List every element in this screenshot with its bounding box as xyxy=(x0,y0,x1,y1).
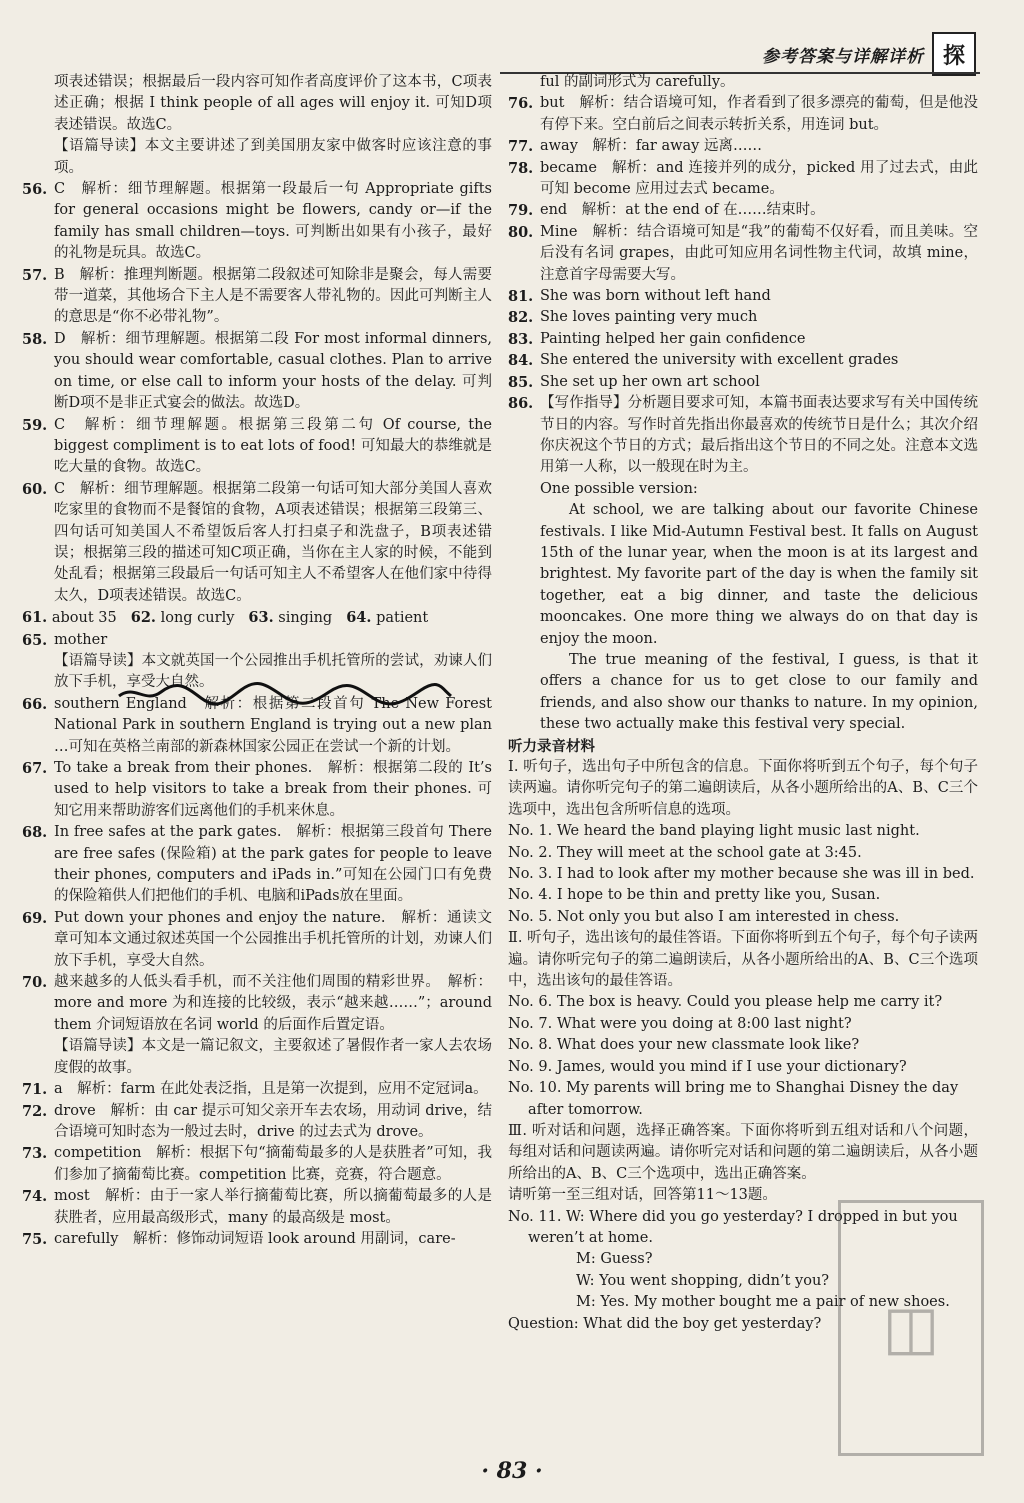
listening-question: Question: What did the boy get yesterday? xyxy=(508,1315,822,1332)
item-number: 83. xyxy=(508,330,534,348)
item-text: 越来越多的人低头看手机，而不关注他们周围的精彩世界。 解析：more and more 为和连接的比较级，表示“越来越……”；around them 介词短语放在名词 world 的后面作后置定语。 xyxy=(54,974,492,1033)
item-text: competition 解析：根据下句“摘葡萄最多的人是获胜者”可知，我们参加了摘葡萄比赛。competition 比赛，竞赛，符合题意。 xyxy=(54,1145,492,1183)
listening-item: No. 3. I had to look after my mother because she was ill in bed. xyxy=(508,866,975,883)
item-text: became 解析：and 连接并列的成分，picked 用了过去式，由此可知 become 应用过去式 became。 xyxy=(540,159,978,198)
item-number: 76. xyxy=(508,95,534,113)
passage-guide: 【语篇导读】本文就英国一个公园推出手机托管所的尝试，劝谏人们放下手机，享受大自然。 xyxy=(54,652,492,691)
item-number: 57. xyxy=(22,266,48,284)
item-number: 56. xyxy=(22,181,48,199)
answer-item-67 xyxy=(22,758,492,822)
dialog-line: M: Guess? xyxy=(576,1251,653,1268)
answer-item-79 xyxy=(508,200,978,221)
answer-item-56 xyxy=(22,179,492,265)
item-text: singing xyxy=(278,610,333,627)
continued-text: ful 的副词形式为 carefully。 xyxy=(540,74,735,90)
answer-item-83 xyxy=(508,329,978,350)
listening-item: No. 1. We heard the band playing light music last night. xyxy=(508,823,920,840)
item-number: 74. xyxy=(22,1188,48,1206)
answer-item-57 xyxy=(22,265,492,329)
answer-item-77 xyxy=(508,136,978,157)
item-number: 64. xyxy=(346,609,372,627)
answer-item-85 xyxy=(508,372,978,393)
listening-section-1: Ⅰ. 听句子，选出句子中所包含的信息。下面你将听到五个句子，每个句子读两遍。请你听完句子的第二遍朗读后，从各小题所给出的A、B、C三个选项中，选出包含所听信息的选项。 xyxy=(508,759,978,818)
dialog-line: M: Yes. My mother bought me a pair of new shoes. xyxy=(576,1294,950,1311)
item-number: 67. xyxy=(22,760,48,777)
item-number: 58. xyxy=(22,330,48,348)
item-number: 70. xyxy=(22,974,48,992)
answer-item-69 xyxy=(22,908,492,972)
answer-item-70 xyxy=(22,972,492,1036)
item-text: C 解析：细节理解题。根据第二段第一句话可知大部分美国人喜欢吃家里的食物而不是餐馆的食物，A项表述错误；根据第三段第三、四句话可知美国人不希望饭后客人打扫桌子和洗盘子，B项表述错误；根据第三段的描述可知C项正确，当你在主人家的时候，不能到处乱看；根据第三段最后一句话可知主人不希望客人在他们家中待得太久，D项表述错误。故选C。 xyxy=(54,480,492,604)
item-number: 61. xyxy=(22,609,48,627)
listening-item: No. 5. Not only you but also I am interested in chess. xyxy=(508,908,900,925)
item-number: 84. xyxy=(508,352,534,370)
item-number: 78. xyxy=(508,159,534,177)
answer-item-78 xyxy=(508,158,978,201)
item-text: end 解析：at the end of 在……结束时。 xyxy=(540,202,825,219)
dialog-line: W: You went shopping, didn’t you? xyxy=(576,1272,830,1289)
passage-guide: 【语篇导读】本文主要讲述了到美国朋友家中做客时应该注意的事项。 xyxy=(54,138,492,176)
listening-title: 听力录音材料 xyxy=(508,737,595,755)
listening-instruction: 请听第一至三组对话，回答第11～13题。 xyxy=(508,1187,777,1204)
item-text: She loves painting very much xyxy=(540,309,758,326)
item-text: away 解析：far away 远离…… xyxy=(540,138,762,155)
answer-item-82 xyxy=(508,307,978,328)
continued-text: 项表述错误；根据最后一段内容可知作者高度评价了这本书，C项表述正确；根据 I think people of all ages will enjoy it. 可知D项表述错误。故选C。 xyxy=(54,74,492,133)
item-text: a 解析：farm 在此处表泛指，且是第一次提到，应用不定冠词a。 xyxy=(54,1081,488,1098)
listening-item: No. 10. My parents will bring me to Shanghai Disney the day after tomorrow. xyxy=(508,1080,959,1118)
answer-item-76 xyxy=(508,93,978,136)
item-text: She entered the university with excellent grades xyxy=(540,352,899,369)
item-number: 60. xyxy=(22,480,48,498)
handwritten-scribble xyxy=(115,682,455,706)
answer-item-72 xyxy=(22,1101,492,1144)
item-text: Mine 解析：结合语境可知是“我”的葡萄不仅好看，而且美味。空后没有名词 grapes，由此可知应用名词性物主代词，故填 mine，注意首字母需要大写。 xyxy=(540,223,978,283)
item-number: 73. xyxy=(22,1145,48,1163)
item-text: C 解析：细节理解题。根据第三段第二句 Of course, the biggest compliment is to eat lots of food! 可知最大的恭维就是吃大量的食物。故选C。 xyxy=(54,416,492,476)
version-label: One possible version: xyxy=(540,480,698,497)
listening-item: No. 11. W: Where did you go yesterday? I dropped in but you weren’t at home. xyxy=(508,1208,958,1246)
essay-paragraph: At school, we are talking about our favorite Chinese festivals. I like Mid-Autumn Festival best. It falls on August 15th of the lunar year, when the moon is at its largest and brightest. My favorite part of the day is when the family sit together, eat a big dinner, and taste the delicious mooncakes. One more thing we always do on that day is enjoy the moon. xyxy=(540,502,978,647)
item-text: carefully 解析：修饰动词短语 look around 用副词，care- xyxy=(54,1230,456,1247)
right-column xyxy=(508,72,978,1335)
item-number: 63. xyxy=(248,609,274,627)
answer-item-58 xyxy=(22,329,492,415)
item-number: 80. xyxy=(508,223,534,241)
answer-item-74 xyxy=(22,1186,492,1229)
page-header xyxy=(762,34,976,74)
item-text: patient xyxy=(376,610,429,627)
item-text: 【写作指导】分析题目要求可知，本篇书面表达要求写有关中国传统节日的内容。写作时首先指出你最喜欢的传统节日是什么；其次介绍你庆祝这个节日的方式；最后指出这个节日的不同之处。注意本文选用第一人称，以一般现在时为主。 xyxy=(540,395,978,476)
answer-item-75 xyxy=(22,1229,492,1250)
item-text: long curly xyxy=(160,610,235,627)
item-number: 65. xyxy=(22,631,48,649)
listening-item: No. 4. I hope to be thin and pretty like you, Susan. xyxy=(508,887,881,904)
answer-item-84 xyxy=(508,350,978,371)
left-column xyxy=(22,72,492,1250)
item-text: She was born without left hand xyxy=(540,288,771,305)
listening-item: No. 9. James, would you mind if I use your dictionary? xyxy=(508,1058,907,1075)
item-number: 79. xyxy=(508,202,534,220)
answer-item-80 xyxy=(508,222,978,286)
item-text: Put down your phones and enjoy the nature. 解析：通读文章可知本文通过叙述英国一个公园推出手机托管所的计划，劝谏人们放下手机，享受大自然。 xyxy=(54,909,492,969)
item-number: 82. xyxy=(508,309,534,327)
answer-item-59 xyxy=(22,415,492,479)
listening-section-3: Ⅲ. 听对话和问题，选择正确答案。下面你将听到五组对话和八个问题，每组对话和问题读两遍。请你听完对话和问题的第二遍朗读后，从各小题所给出的A、B、C三个选项中，选出正确答案。 xyxy=(508,1122,978,1182)
item-number: 66. xyxy=(22,695,48,713)
item-number: 72. xyxy=(22,1102,48,1120)
item-text: most 解析：由于一家人举行摘葡萄比赛，所以摘葡萄最多的人是获胜者，应用最高级形式，many 的最高级是 most。 xyxy=(54,1188,492,1226)
listening-item: No. 6. The box is heavy. Could you please help me carry it? xyxy=(508,994,943,1011)
publisher-logo-icon: 探 xyxy=(932,32,976,76)
answer-item-68 xyxy=(22,822,492,908)
item-text: mother xyxy=(54,631,108,648)
item-number: 69. xyxy=(22,909,48,927)
listening-item: No. 7. What were you doing at 8:00 last night? xyxy=(508,1015,852,1032)
item-text: D 解析：细节理解题。根据第二段 For most informal dinners, you should wear comfortable, casual clothes. Plan to arrive on time, or else call to inform your hosts of the delay. 可判断D项不是非正式宴会的做法。故选D。 xyxy=(54,330,492,412)
item-text: C 解析：细节理解题。根据第一段最后一句 Appropriate gifts for general occasions might be flowers, candy or—if the family has small children—toys. 可判断出如果有小孩子，最好的礼物是玩具。故选C。 xyxy=(54,181,492,262)
item-text: about 35 xyxy=(51,610,117,627)
header-title: 参考答案与详解详析 xyxy=(762,46,924,67)
answer-row-61-64 xyxy=(22,607,492,629)
item-number: 77. xyxy=(508,138,534,156)
item-number: 68. xyxy=(22,824,48,842)
watermark-stamp-icon: ◫ xyxy=(838,1200,984,1456)
listening-item: No. 2. They will meet at the school gate at 3:45. xyxy=(508,844,862,861)
item-number: 62. xyxy=(130,609,156,627)
answer-item-81 xyxy=(508,286,978,307)
listening-section-2: Ⅱ. 听句子，选出该句的最佳答语。下面你将听到五个句子，每个句子读两遍。请你听完句子的第二遍朗读后，从各小题所给出的A、B、C三个选项中，选出该句的最佳答语。 xyxy=(508,930,978,990)
item-number: 81. xyxy=(508,288,534,306)
item-number: 85. xyxy=(508,373,534,391)
item-text: Painting helped her gain confidence xyxy=(540,330,806,347)
item-number: 86. xyxy=(508,395,534,413)
page-number: · 83 · xyxy=(481,1458,543,1484)
essay-paragraph: The true meaning of the festival, I guess, is that it offers a chance for us to get close to our family and friends, and also show our thanks to nature. In my opinion, these two actually make this festival very special. xyxy=(540,651,978,733)
item-text: She set up her own art school xyxy=(540,373,760,390)
item-number: 71. xyxy=(22,1081,48,1099)
item-text: To take a break from their phones. 解析：根据第二段的 It’s used to help visitors to take a break from their phones. 可知它用来帮助游客们远离他们的手机来休息。 xyxy=(54,760,492,819)
answer-item-73 xyxy=(22,1143,492,1186)
item-number: 75. xyxy=(22,1230,48,1248)
answer-item-71 xyxy=(22,1079,492,1100)
item-number: 59. xyxy=(22,416,48,434)
answer-item-86 xyxy=(508,393,978,479)
item-text: southern England 解析：根据第二段首句 The New Forest National Park in southern England is trying out a new plan …可知在英格兰南部的新森林国家公园正在尝试一个新的计划。 xyxy=(54,695,492,755)
item-text: B 解析：推理判断题。根据第二段叙述可知除非是聚会，每人需要带一道菜，其他场合下主人是不需要客人带礼物的。因此可判断主人的意思是“你不必带礼物”。 xyxy=(54,266,492,326)
answer-item-60 xyxy=(22,479,492,607)
item-text: In free safes at the park gates. 解析：根据第三段首句 There are free safes (保险箱) at the park gates for people to leave their phones, computers and iPads in.”可知在公园门口有免费的保险箱供人们把他们的手机、电脑和iPads放在里面。 xyxy=(54,824,492,905)
listening-item: No. 8. What does your new classmate look like? xyxy=(508,1037,860,1054)
passage-guide: 【语篇导读】本文是一篇记叙文，主要叙述了暑假作者一家人去农场度假的故事。 xyxy=(54,1038,492,1076)
item-text: drove 解析：由 car 提示可知父亲开车去农场，用动词 drive，结合语境可知时态为一般过去时，drive 的过去式为 drove。 xyxy=(54,1102,492,1140)
item-text: but 解析：结合语境可知，作者看到了很多漂亮的葡萄，但是他没有停下来。空白前后之间表示转折关系，用连词 but。 xyxy=(540,95,978,133)
answer-item-65 xyxy=(22,630,492,651)
